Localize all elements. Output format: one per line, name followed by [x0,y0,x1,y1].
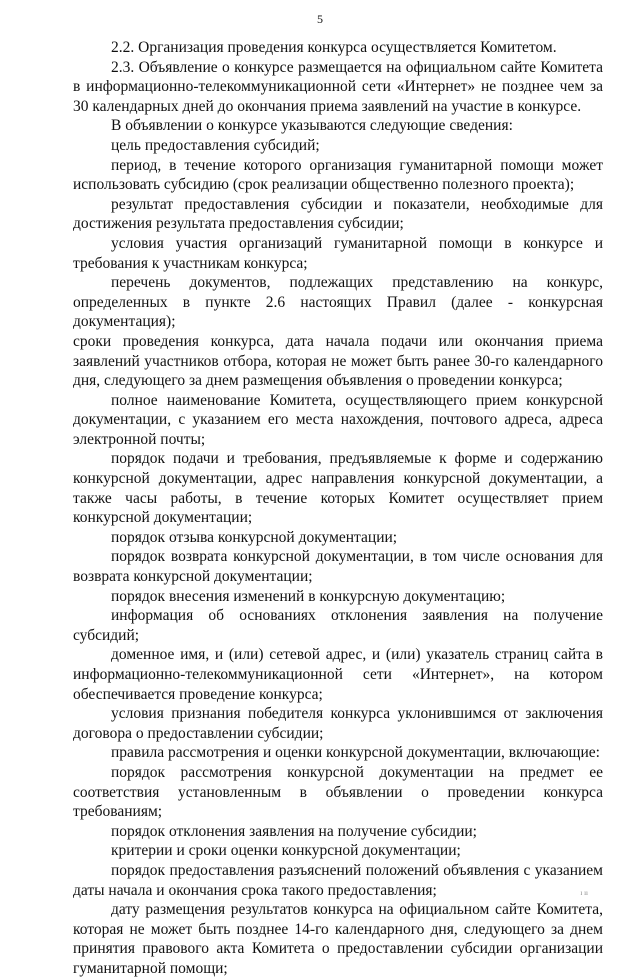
paragraph: условия участия организаций гуманитарной помощи в конкурсе и требования к участникам конкурса; [73,234,603,272]
corner-mark: ı ıı [580,889,588,897]
paragraph: критерии и сроки оценки конкурсной документации; [111,842,461,860]
document-body [73,38,603,979]
paragraph: доменное имя, и (или) сетевой адрес, и (или) указатель страниц сайта в информационно-телекоммуникационной сети «Интернет», на котором обеспечивается проведение конкурса; [73,646,603,703]
paragraph: полное наименование Комитета, осуществляющего прием конкурсной документации, с указанием его места нахождения, почтового адреса, адреса электронной почты; [73,391,603,448]
paragraph: порядок предоставления разъяснений положений объявления с указанием даты начала и окончания срока такого предоставления; [73,861,603,899]
paragraph: порядок подачи и требования, предъявляемые к форме и содержанию конкурсной документации, адрес направления конкурсной документации, а также часы работы, в течение которых Комитет осуществляет прием конкурсной документации; [73,450,603,527]
paragraph: порядок внесения изменений в конкурсную документацию; [111,587,506,605]
paragraph: сроки проведения конкурса, дата начала подачи или окончания приема заявлений участников отбора, которая не может быть ранее 30-го календарного дня, следующего за днем размещения объявления о проведении конкурса; [73,332,603,390]
page-number: 5 [317,12,323,26]
paragraph: 2.2. Организация проведения конкурса осуществляется Комитетом. [111,39,557,56]
paragraph: условия признания победителя конкурса уклонившимся от заключения договора о предоставлении субсидии; [73,705,603,742]
paragraph: цель предоставления субсидий; [111,136,320,154]
paragraph: результат предоставления субсидии и показатели, необходимые для достижения результата предоставления субсидии; [73,195,603,233]
paragraph: 2.3. Объявление о конкурсе размещается на официальном сайте Комитета в информационно-телекоммуникационной сети «Интернет» не позднее чем за 30 календарных дней до окончания приема заявлений на участие в конкурсе. [73,58,603,115]
paragraph: порядок рассмотрения конкурсной документации на предмет ее соответствия установленным в объявлении о проведении конкурса требованиям; [73,763,603,821]
paragraph: период, в течение которого организация гуманитарной помощи может использовать субсидию (срок реализации общественно полезного проекта); [73,156,603,194]
paragraph: В объявлении о конкурсе указываются следующие сведения: [111,117,513,135]
paragraph: порядок отзыва конкурсной документации; [111,528,398,546]
paragraph: информация об основаниях отклонения заявления на получение субсидий; [73,607,603,644]
paragraph: порядок отклонения заявления на получение субсидии; [111,822,477,840]
paragraph: дату размещения результатов конкурса на официальном сайте Комитета, которая не может быть позднее 14-го календарного дня, следующего за днем принятия правового акта Комитета о предоставлении субсидии организации гуманитарной помощи; [73,901,603,977]
paragraph: перечень документов, подлежащих представлению на конкурс, определенных в пункте 2.6 настоящих Правил (далее - конкурсная документация); [73,274,603,331]
paragraph: порядок возврата конкурсной документации, в том числе основания для возврата конкурсной документации; [73,548,603,586]
paragraph: правила рассмотрения и оценки конкурсной документации, включающие: [111,744,600,762]
